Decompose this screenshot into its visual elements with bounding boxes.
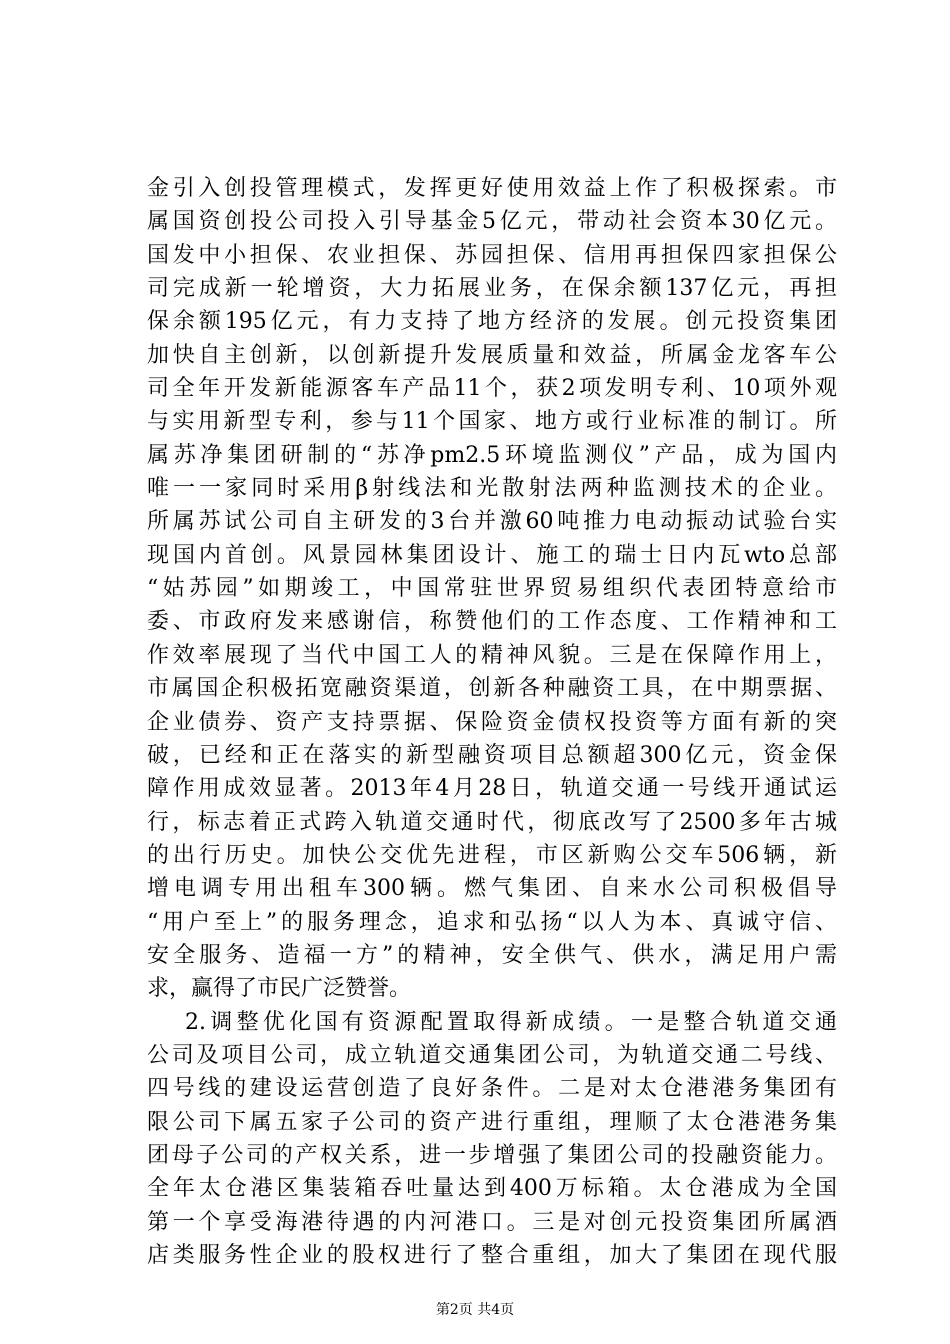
text-line: 属国资创投公司投入引导基金5亿元，带动社会资本30亿元。 (147, 209, 837, 235)
text-line: 安全服务、造福一方”的精神，安全供气、供水，满足用户需 (147, 942, 837, 968)
text-line: 障作用成效显著。2013年4月28日，轨道交通一号线开通试运 (147, 776, 837, 802)
page-footer (0, 1300, 950, 1320)
text-line: 市属国企积极拓宽融资渠道，创新各种融资工具，在中期票据、 (147, 676, 837, 702)
text-line: 唯一一家同时采用β射线法和光散射法两种监测技术的企业。 (147, 476, 837, 502)
text-line: 求，赢得了市民广泛赞誉。 (147, 976, 412, 1002)
text-line: 破，已经和正在落实的新型融资项目总额超300亿元，资金保 (147, 742, 837, 768)
body-text (147, 172, 837, 1272)
page-number-label: 第2页 共4页 (435, 1302, 515, 1318)
text-line: 店类服务性企业的股权进行了整合重组，加大了集团在现代服 (147, 1243, 837, 1268)
text-line: 保余额195亿元，有力支持了地方经济的发展。创元投资集团 (147, 309, 837, 335)
text-line: 与实用新型专利，参与11个国家、地方或行业标准的制订。所 (147, 409, 837, 435)
text-line: 所属苏试公司自主研发的3台并激60吨推力电动振动试验台实 (147, 509, 837, 535)
text-line: 限公司下属五家子公司的资产进行重组，理顺了太仓港港务集 (147, 1109, 837, 1135)
text-line: 属苏净集团研制的“苏净pm2.5环境监测仪”产品，成为国内 (147, 442, 837, 468)
section-heading-line: 2.调整优化国有资源配置取得新成绩。一是整合轨道交通 (185, 1009, 837, 1035)
text-line: 公司及项目公司，成立轨道交通集团公司，为轨道交通二号线、 (147, 1042, 837, 1068)
text-line: “用户至上”的服务理念，追求和弘扬“以人为本、真诚守信、 (147, 909, 837, 935)
text-line: 四号线的建设运营创造了良好条件。二是对太仓港港务集团有 (147, 1076, 837, 1102)
text-line: 团母子公司的产权关系，进一步增强了集团公司的投融资能力。 (147, 1142, 837, 1168)
text-line: “姑苏园”如期竣工，中国常驻世界贸易组织代表团特意给市 (147, 576, 837, 602)
text-line: 的出行历史。加快公交优先进程，市区新购公交车506辆，新 (147, 842, 837, 868)
text-line: 作效率展现了当代中国工人的精神风貌。三是在保障作用上， (147, 642, 837, 668)
text-line: 企业债券、资产支持票据、保险资金债权投资等方面有新的突 (147, 709, 837, 735)
text-line: 现国内首创。风景园林集团设计、施工的瑞士日内瓦wto总部 (147, 542, 837, 568)
text-line: 全年太仓港区集装箱吞吐量达到400万标箱。太仓港成为全国 (147, 1176, 837, 1202)
text-line: 金引入创投管理模式，发挥更好使用效益上作了积极探索。市 (147, 176, 837, 201)
text-line: 委、市政府发来感谢信，称赞他们的工作态度、工作精神和工 (147, 609, 837, 635)
text-line: 行，标志着正式跨入轨道交通时代，彻底改写了2500多年古城 (147, 809, 837, 835)
text-line: 第一个享受海港待遇的内河港口。三是对创元投资集团所属酒 (147, 1209, 837, 1235)
text-line: 国发中小担保、农业担保、苏园担保、信用再担保四家担保公 (147, 242, 837, 268)
text-line: 增电调专用出租车300辆。燃气集团、自来水公司积极倡导 (147, 876, 837, 902)
text-line: 加快自主创新，以创新提升发展质量和效益，所属金龙客车公 (147, 342, 837, 368)
text-line: 司全年开发新能源客车产品11个，获2项发明专利、10项外观 (147, 376, 837, 402)
text-line: 司完成新一轮增资，大力拓展业务，在保余额137亿元，再担 (147, 276, 837, 302)
